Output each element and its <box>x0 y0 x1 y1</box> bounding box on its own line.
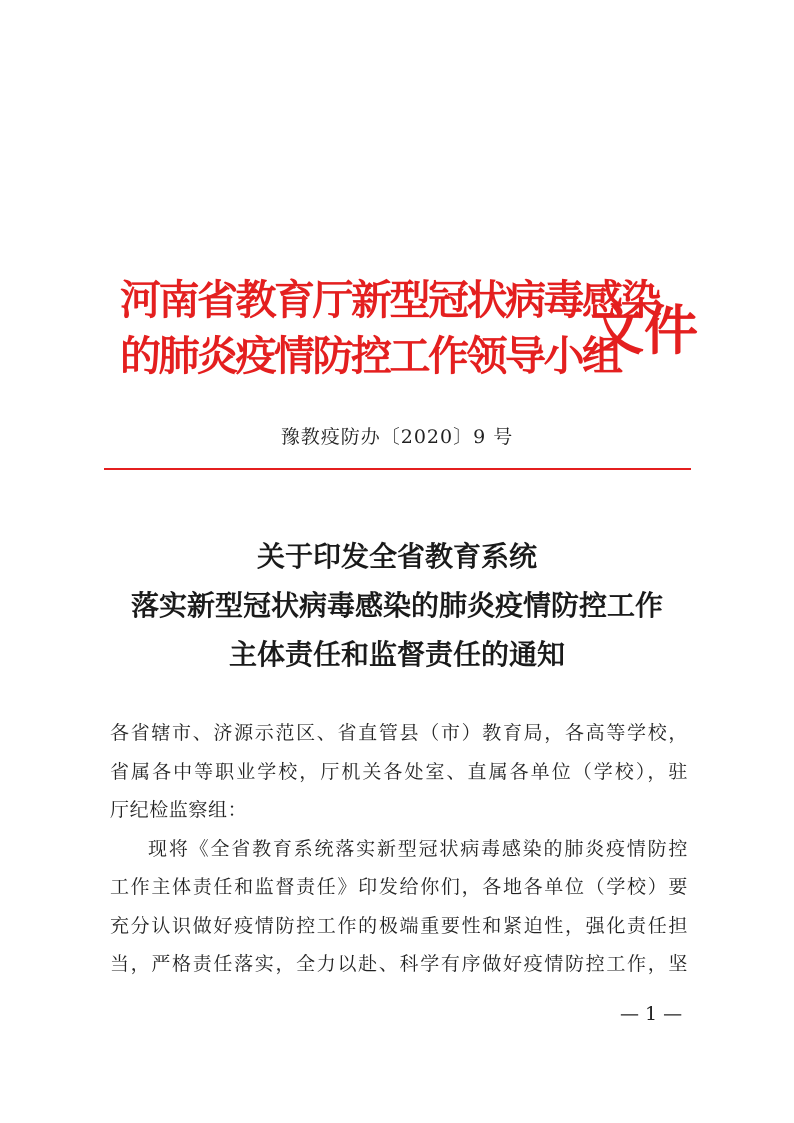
paragraph-line-2: 工作主体责任和监督责任》印发给你们，各地各单位（学校）要 <box>110 876 688 898</box>
title-line-2: 落实新型冠状病毒感染的肺炎疫情防控工作 <box>130 589 663 622</box>
recipients-line-1: 各省辖市、济源示范区、省直管县（市）教育局，各高等学校， <box>110 722 688 744</box>
recipients-line-2: 省属各中等职业学校，厅机关各处室、直属各单位（学校），驻 <box>110 760 688 783</box>
paragraph-line-4: 当，严格责任落实，全力以赴、科学有序做好疫情防控工作，坚 <box>110 953 688 975</box>
document-header <box>120 272 698 402</box>
document-body <box>110 714 688 984</box>
document-type-label: 文件 <box>590 298 698 362</box>
document-title <box>0 532 794 679</box>
recipients-line-3: 厅纪检监察组： <box>110 799 248 821</box>
title-line-3: 主体责任和监督责任的通知 <box>228 638 565 671</box>
org-name-line-2: 的肺炎疫情防控工作领导小组 <box>120 332 621 380</box>
org-name-line-1: 河南省教育厅新型冠状病毒感染 <box>120 276 659 324</box>
header-divider <box>104 468 691 470</box>
paragraph-line-3: 充分认识做好疫情防控工作的极端重要性和紧迫性，强化责任担 <box>110 914 688 937</box>
page-number: — 1 — <box>620 1003 683 1025</box>
title-line-1: 关于印发全省教育系统 <box>256 540 537 573</box>
paragraph-line-1: 现将《全省教育系统落实新型冠状病毒感染的肺炎疫情防控 <box>148 837 688 860</box>
document-number: 豫教疫防办〔2020〕9 号 <box>280 426 514 448</box>
